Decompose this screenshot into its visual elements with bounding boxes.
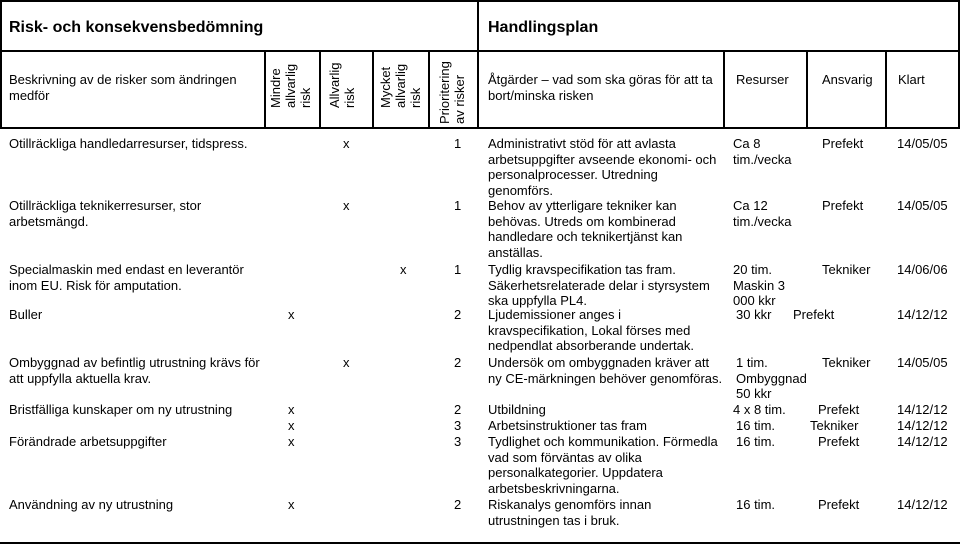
- row-resources: Ca 8 tim./vecka: [733, 136, 792, 167]
- row-risk-mark: x: [343, 136, 350, 151]
- header-title-divider: [0, 50, 960, 52]
- row-priority: 2: [454, 402, 462, 417]
- row-done: 14/12/12: [897, 434, 948, 449]
- row-action: Behov av ytterligare tekniker kan behövas. Utreds om kombinerad handledare och teknikertjänst kan anställas.: [488, 198, 683, 260]
- row-description: Bristfälliga kunskaper om ny utrustning: [9, 402, 233, 417]
- row-done: 14/12/12: [897, 402, 948, 417]
- row-resources: 20 tim. Maskin 3 000 kkr: [733, 262, 786, 308]
- row-description: Specialmaskin med endast en leverantör inom EU. Risk för amputation.: [9, 262, 244, 293]
- row-done: 14/12/12: [897, 418, 948, 433]
- row-responsible: Prefekt: [793, 307, 835, 322]
- row-resources: 4 x 8 tim.: [733, 402, 786, 417]
- header-divider-5: [477, 0, 479, 129]
- row-priority: 2: [454, 497, 462, 512]
- action-plan-title: Handlingsplan: [488, 19, 599, 36]
- header-divider-1: [264, 50, 266, 129]
- row-resources: 16 tim.: [736, 497, 776, 512]
- row-action: Undersök om ombyggnaden kräver att ny CE-märkningen behöver genomföras.: [488, 355, 723, 386]
- row-responsible: Prefekt: [818, 497, 860, 512]
- row-action: Riskanalys genomförs innan utrustningen tas i bruk.: [488, 497, 652, 528]
- col-header-actions: Åtgärder – vad som ska göras för att ta bort/minska risken: [488, 72, 713, 103]
- header-divider-7: [806, 50, 808, 129]
- row-priority: 3: [454, 434, 462, 449]
- header-divider-3: [372, 50, 374, 129]
- row-action: Ljudemissioner anges i kravspecifikation, Lokal förses med nedpendlat absorberande undertak.: [488, 307, 694, 353]
- row-priority: 2: [454, 307, 462, 322]
- col-header-minor-risk: Mindre allvarlig risk: [268, 63, 313, 108]
- row-risk-mark: x: [400, 262, 407, 277]
- row-responsible: Prefekt: [818, 402, 860, 417]
- row-resources: 1 tim. Ombyggnad 50 kkr: [736, 355, 807, 401]
- row-description: Ombyggnad av befintlig utrustning krävs för att uppfylla aktuella krav.: [9, 355, 260, 386]
- col-header-resources: Resurser: [736, 72, 789, 87]
- row-resources: 30 kkr: [736, 307, 772, 322]
- row-description: Förändrade arbetsuppgifter: [9, 434, 167, 449]
- col-header-done: Klart: [898, 72, 925, 87]
- row-action: Utbildning: [488, 402, 546, 417]
- row-done: 14/12/12: [897, 307, 948, 322]
- row-description: Användning av ny utrustning: [9, 497, 174, 512]
- row-resources: Ca 12 tim./vecka: [733, 198, 792, 229]
- row-responsible: Prefekt: [822, 136, 864, 151]
- header-left-border: [0, 0, 2, 129]
- row-action: Tydlig kravspecifikation tas fram. Säkerhetsrelaterade delar i styrsystem ska uppfylla PL4.: [488, 262, 710, 308]
- row-priority: 3: [454, 418, 462, 433]
- row-action: Administrativt stöd för att avlasta arbetsuppgifter avseende ekonomi- och personalprocesser. Utredning genomförs.: [488, 136, 717, 198]
- col-header-serious-risk: Allvarlig risk: [327, 62, 357, 108]
- header-divider-8: [885, 50, 887, 129]
- row-action: Tydlighet och kommunikation. Förmedla vad som förväntas av olika personalkategorier. Uppdatera arbetsbeskrivningarna.: [488, 434, 718, 496]
- row-risk-mark: x: [288, 402, 295, 417]
- header-top-border: [0, 0, 960, 2]
- table-bottom-border: [0, 542, 960, 544]
- header-bottom-border: [0, 127, 960, 129]
- row-risk-mark: x: [343, 198, 350, 213]
- header-divider-6: [723, 50, 725, 129]
- row-done: 14/05/05: [897, 136, 948, 151]
- row-risk-mark: x: [288, 497, 295, 512]
- col-header-priority: Prioritering av risker: [437, 61, 467, 124]
- row-priority: 1: [454, 198, 462, 213]
- row-done: 14/12/12: [897, 497, 948, 512]
- row-risk-mark: x: [288, 434, 295, 449]
- row-description: Otillräckliga teknikerresurser, stor arbetsmängd.: [9, 198, 202, 229]
- col-header-description: Beskrivning av de risker som ändringen medför: [9, 72, 237, 103]
- row-risk-mark: x: [288, 418, 295, 433]
- row-done: 14/06/06: [897, 262, 948, 277]
- row-responsible: Tekniker: [810, 418, 859, 433]
- row-responsible: Tekniker: [822, 262, 871, 277]
- row-risk-mark: x: [343, 355, 350, 370]
- row-action: Arbetsinstruktioner tas fram: [488, 418, 647, 433]
- row-resources: 16 tim.: [736, 418, 776, 433]
- row-description: Buller: [9, 307, 43, 322]
- col-header-very-serious-risk: Mycket allvarlig risk: [378, 63, 423, 108]
- row-responsible: Tekniker: [822, 355, 871, 370]
- col-header-responsible: Ansvarig: [822, 72, 873, 87]
- header-divider-4: [428, 50, 430, 129]
- row-done: 14/05/05: [897, 198, 948, 213]
- row-risk-mark: x: [288, 307, 295, 322]
- risk-assessment-title: Risk- och konsekvensbedömning: [9, 19, 264, 36]
- row-responsible: Prefekt: [818, 434, 860, 449]
- header-divider-2: [319, 50, 321, 129]
- row-resources: 16 tim.: [736, 434, 776, 449]
- row-description: Otillräckliga handledarresurser, tidspress.: [9, 136, 248, 151]
- row-priority: 1: [454, 136, 462, 151]
- row-priority: 2: [454, 355, 462, 370]
- row-priority: 1: [454, 262, 462, 277]
- row-done: 14/05/05: [897, 355, 948, 370]
- row-responsible: Prefekt: [822, 198, 864, 213]
